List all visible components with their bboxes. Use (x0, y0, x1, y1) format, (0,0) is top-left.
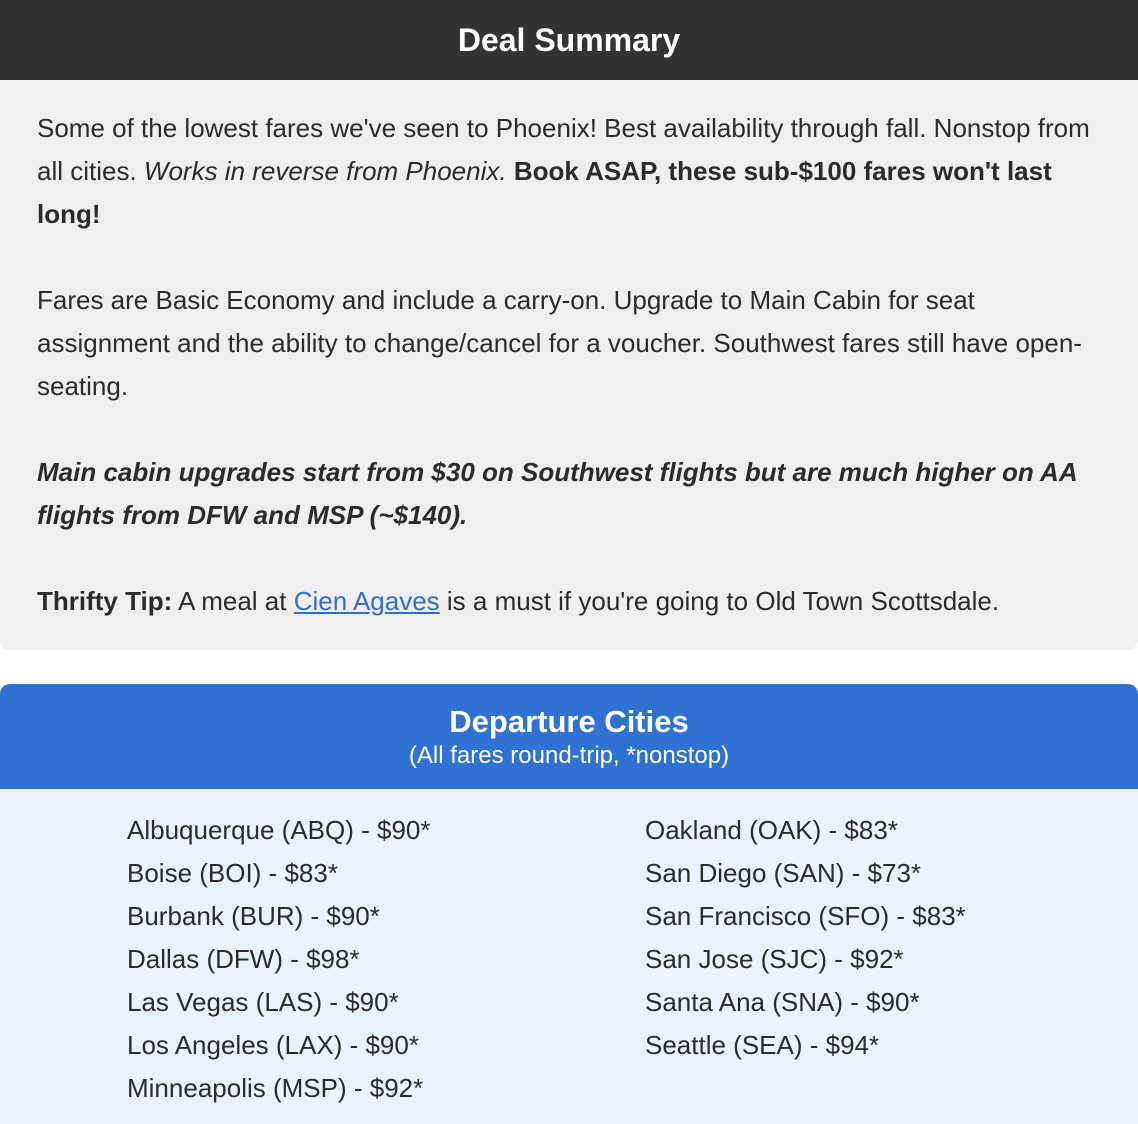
city-item: Los Angeles (LAX) - $90* (127, 1030, 419, 1060)
intro-text: Some of the lowest fares we've seen to Phoenix! Best availability through fall. Nonstop from all cities. (37, 113, 1090, 186)
city-item: Burbank (BUR) - $90* (127, 901, 380, 931)
deal-summary-body (0, 80, 1138, 650)
departure-cities-header (0, 684, 1138, 789)
city-item: San Francisco (SFO) - $83* (645, 901, 966, 931)
city-item: Las Vegas (LAS) - $90* (127, 987, 399, 1017)
cien-agaves-link[interactable]: Cien Agaves (293, 586, 440, 616)
thrifty-tip (37, 580, 1114, 623)
city-list-right (645, 809, 966, 1067)
departure-cities-title: Departure Cities (449, 704, 689, 739)
city-item: San Diego (SAN) - $73* (645, 858, 922, 888)
thrifty-tip-label: Thrifty Tip: (37, 586, 173, 616)
summary-paragraph-upgrades (37, 451, 1114, 537)
departure-cities-subtitle: (All fares round-trip, *nonstop) (408, 742, 730, 769)
intro-bold-callout: Book ASAP, these sub-$100 fares won't last long! (37, 156, 1052, 229)
thrifty-tip-text-before: A meal at (172, 586, 294, 616)
city-list-left (127, 809, 431, 1110)
summary-paragraph-fares: Fares are Basic Economy and include a carry-on. Upgrade to Main Cabin for seat assignment and the ability to change/cancel for a voucher. Southwest fares still have open-seating. (37, 285, 1082, 401)
intro-italic-note: Works in reverse from Phoenix. (143, 156, 507, 186)
deal-summary-title: Deal Summary (457, 21, 681, 58)
departure-cities-body (0, 789, 1138, 1124)
city-item: Dallas (DFW) - $98* (127, 944, 360, 974)
city-item: Seattle (SEA) - $94* (645, 1030, 880, 1060)
city-item: Oakland (OAK) - $83* (645, 815, 898, 845)
city-item: Albuquerque (ABQ) - $90* (127, 815, 431, 845)
city-item: San Jose (SJC) - $92* (645, 944, 904, 974)
upgrade-note: Main cabin upgrades start from $30 on Southwest flights but are much higher on AA flights from DFW and MSP (~$140). (37, 457, 1077, 530)
thrifty-tip-text-after: is a must if you're going to Old Town Scottsdale. (439, 586, 1000, 616)
summary-paragraph-intro (37, 107, 1114, 236)
city-item: Boise (BOI) - $83* (127, 858, 338, 888)
deal-summary-header (0, 0, 1138, 80)
city-item: Santa Ana (SNA) - $90* (645, 987, 920, 1017)
city-item: Minneapolis (MSP) - $92* (127, 1073, 424, 1103)
